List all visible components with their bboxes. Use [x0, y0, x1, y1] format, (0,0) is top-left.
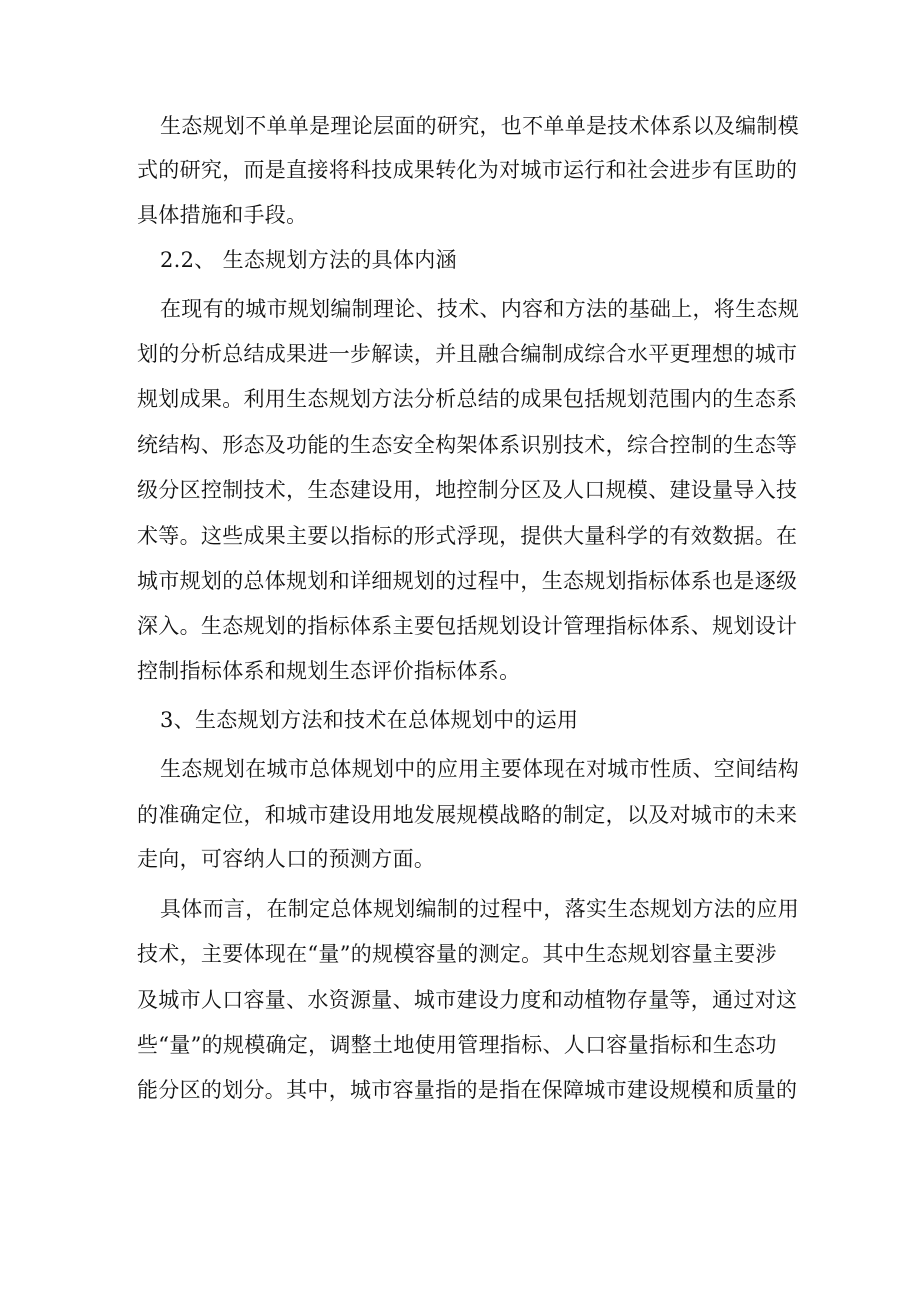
paragraph-3-line-1: 在现有的城市规划编制理论、技术、内容和方法的基础上，将生态规	[160, 297, 799, 321]
paragraph-6-line-5: 能分区的划分。其中，城市容量指的是指在保障城市建设规模和质量的	[137, 1078, 798, 1102]
paragraph-3-line-2: 划的分析总结成果进一步解读，并且融合编制成综合水平更理想的城市	[137, 342, 798, 366]
paragraph-3-line-5: 级分区控制技术，生态建设用，地控制分区及人口规模、建设量导入技	[137, 478, 798, 502]
paragraph-5-line-1: 生态规划在城市总体规划中的应用主要体现在对城市性质、空间结构	[160, 757, 799, 781]
paragraph-3-line-4: 统结构、形态及功能的生态安全构架体系识别技术，综合控制的生态等	[137, 433, 798, 457]
section-heading-3: 3、生态规划方法和技术在总体规划中的运用	[160, 708, 579, 732]
paragraph-5-line-2: 的准确定位，和城市建设用地发展规模战略的制定，以及对城市的未来	[137, 803, 798, 827]
paragraph-1-line-3: 具体措施和手段。	[137, 203, 308, 227]
paragraph-3-line-6: 术等。这些成果主要以指标的形式浮现，提供大量科学的有效数据。在	[137, 524, 798, 548]
paragraph-6-line-2: 技术，主要体现在“量”的规模容量的测定。其中生态规划容量主要涉	[137, 942, 777, 966]
paragraph-1-line-2: 式的研究，而是直接将科技成果转化为对城市运行和社会进步有匡助的	[137, 158, 798, 182]
section-heading-2-2: 2.2、 生态规划方法的具体内涵	[160, 248, 457, 272]
paragraph-6-line-3: 及城市人口容量、水资源量、城市建设力度和动植物存量等，通过对这	[137, 988, 798, 1012]
paragraph-3-line-8: 深入。生态规划的指标体系主要包括规划设计管理指标体系、规划设计	[137, 614, 798, 638]
paragraph-3-line-9: 控制指标体系和规划生态评价指标体系。	[137, 659, 521, 683]
paragraph-6-line-1: 具体而言，在制定总体规划编制的过程中，落实生态规划方法的应用	[160, 897, 799, 921]
paragraph-6-line-4: 些“量”的规模确定，调整土地使用管理指标、人口容量指标和生态功	[137, 1033, 777, 1057]
paragraph-3-line-7: 城市规划的总体规划和详细规划的过程中，生态规划指标体系也是逐级	[137, 569, 798, 593]
paragraph-3-line-3: 规划成果。利用生态规划方法分析总结的成果包括规划范围内的生态系	[137, 387, 798, 411]
paragraph-1-line-1: 生态规划不单单是理论层面的研究，也不单单是技术体系以及编制模	[160, 114, 799, 138]
paragraph-5-line-3: 走向，可容纳人口的预测方面。	[137, 847, 436, 871]
